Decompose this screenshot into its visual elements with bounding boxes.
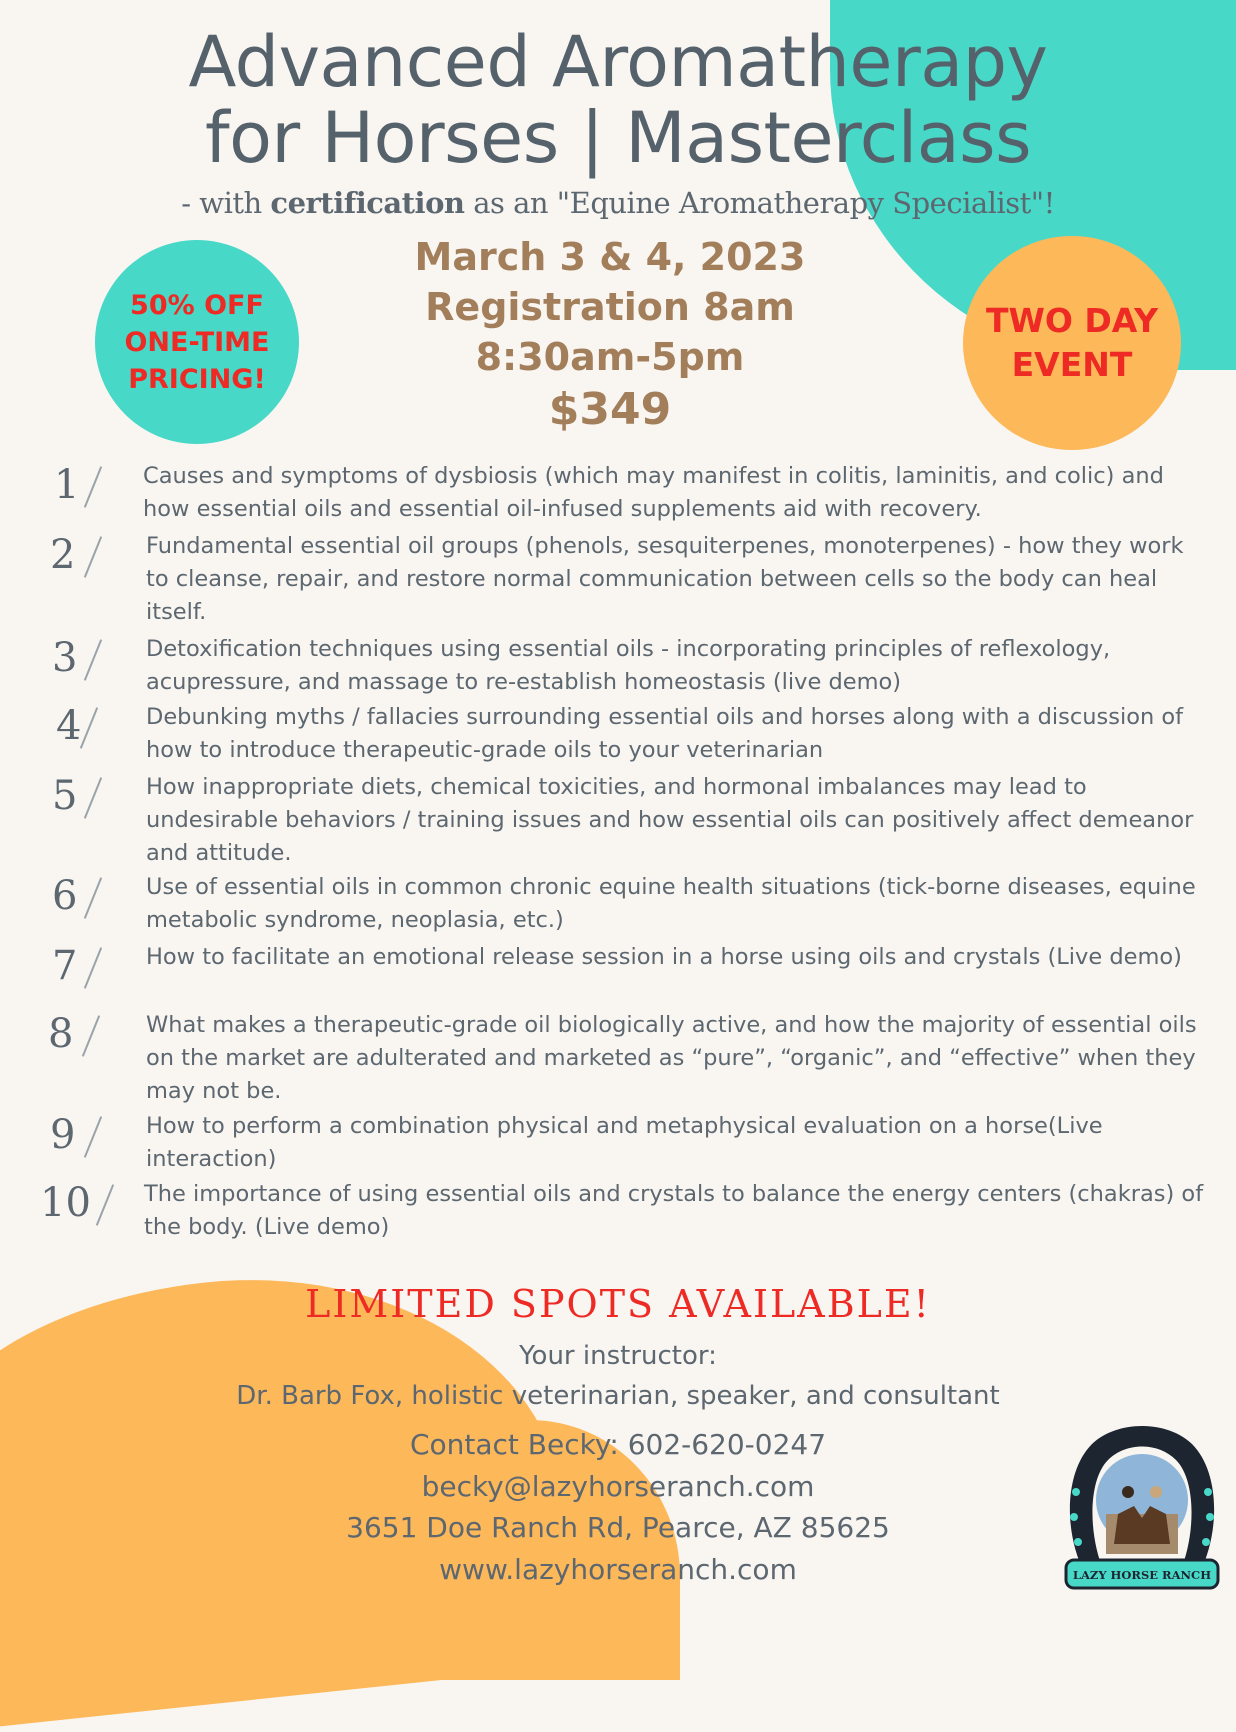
item-number: 5 [52,773,78,819]
slash-divider [82,1015,100,1057]
item-text: How to facilitate an emotional release session in a horse using oils and crystals (Live demo) [146,944,1182,970]
slash-divider [84,947,102,989]
slash-divider [84,877,102,919]
slash-divider [84,536,102,578]
contact-website[interactable]: www.lazyhorseranch.com [439,1552,797,1586]
item-number: 6 [52,873,78,919]
logo-text: LAZY HORSE RANCH [1072,1568,1212,1582]
item-number: 8 [48,1011,74,1057]
item-text: Fundamental essential oil groups (phenols, sesquiterpenes, monoterpenes) - how they work to cleanse, repair, and restore normal communication between cells so the body can heal itself. [146,533,1184,625]
slash-divider [80,707,98,749]
title-line-1: Advanced Aromatherapy [188,21,1048,103]
item-number: 3 [52,635,78,681]
discount-badge [95,240,299,444]
slash-divider [84,639,102,681]
subtitle-pre: - with [181,186,271,220]
item-text: How inappropriate diets, chemical toxicities, and hormonal imbalances may lead to undesirable behaviors / training issues and how essential oils can positively affect demeanor and attitude. [146,774,1194,866]
contact-block [0,1424,1236,1590]
limited-spots-callout: LIMITED SPOTS AVAILABLE! [305,1282,931,1326]
event-price: $349 [548,384,672,435]
item-text: Use of essential oils in common chronic equine health situations (tick-borne diseases, equine metabolic syndrome, neoplasia, etc.) [146,874,1196,933]
item-text: The importance of using essential oils and crystals to balance the energy centers (chakras) of the body. (Live demo) [144,1181,1204,1240]
subtitle-post: as an "Equine Aromatherapy Specialist"! [464,186,1055,220]
subtitle-bold: certification [270,186,465,220]
item-number: 10 [40,1180,91,1226]
instructor-block [0,1336,1236,1416]
item-text: What makes a therapeutic-grade oil biologically active, and how the majority of essential oils on the market are adulterated and marketed as “pure”, “organic”, and “effective” when they may not be. [146,1012,1197,1104]
item-number: 2 [50,532,76,578]
item-number: 4 [56,703,82,749]
lazy-horse-ranch-logo [1062,1422,1222,1592]
subtitle [0,186,1236,220]
slash-divider [84,777,102,819]
event-hours: 8:30am-5pm [475,335,745,379]
contact-phone[interactable]: Contact Becky: 602-620-0247 [409,1428,827,1461]
duration-line-2: EVENT [1011,345,1133,384]
duration-line-1: TWO DAY [985,301,1159,340]
item-number: 9 [50,1112,76,1158]
contact-address: 3651 Doe Ranch Rd, Pearce, AZ 85625 [346,1511,890,1544]
page-title [0,21,1236,179]
discount-line-3: PRICING! [128,363,266,395]
discount-line-1: 50% OFF [130,289,264,321]
title-line-2: for Horses | Masterclass [204,97,1032,179]
instructor-label: Your instructor: [519,1341,717,1371]
duration-badge [963,236,1181,450]
slash-divider [84,1116,102,1158]
event-details [350,232,870,438]
item-text: Debunking myths / fallacies surrounding essential oils and horses along with a discussion of how to introduce therapeutic-grade oils to your veterinarian [146,704,1184,763]
slash-divider [84,466,102,508]
item-number: 1 [54,462,80,508]
event-registration: Registration 8am [425,285,795,329]
instructor-name: Dr. Barb Fox, holistic veterinarian, speaker, and consultant [236,1381,1000,1411]
item-text: How to perform a combination physical and metaphysical evaluation on a horse(Live interaction) [146,1113,1103,1172]
contact-email[interactable]: becky@lazyhorseranch.com [421,1469,815,1503]
discount-line-2: ONE-TIME [124,326,270,358]
item-text: Causes and symptoms of dysbiosis (which may manifest in colitis, laminitis, and colic) and how essential oils and essential oil-infused supplements aid with recovery. [143,463,1164,522]
event-date: March 3 & 4, 2023 [414,235,806,279]
item-text: Detoxification techniques using essential oils - incorporating principles of reflexology, acupressure, and massage to re-establish homeostasis (live demo) [146,636,1111,695]
item-number: 7 [52,943,78,989]
slash-divider [96,1184,114,1226]
